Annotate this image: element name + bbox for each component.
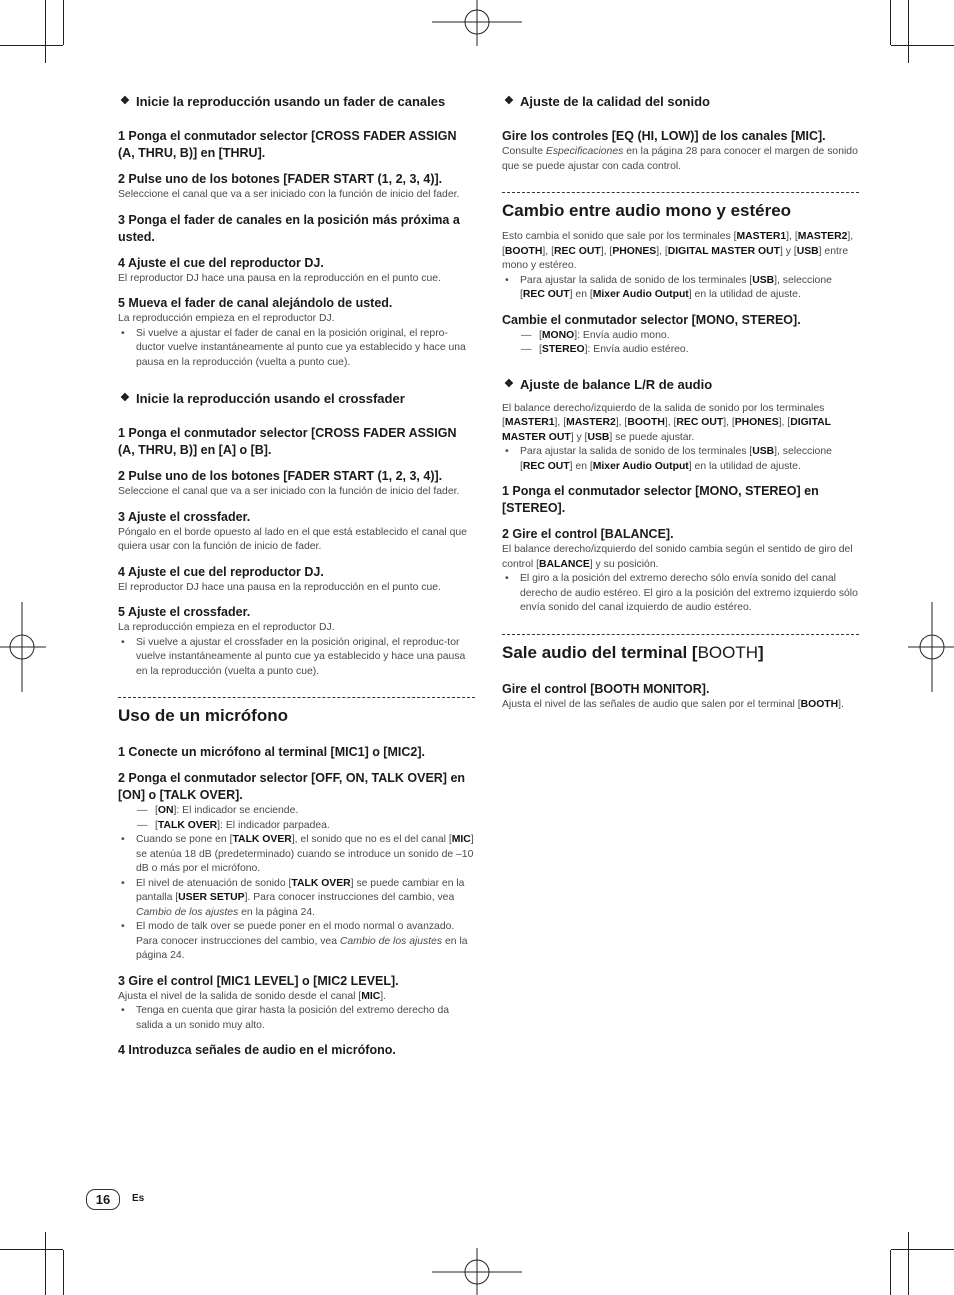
registration-mark <box>906 602 954 692</box>
paragraph: Esto cambia el sonido que sale por los terminales [MASTER1], [MASTER2], [BOOTH], [REC OUT], [PHONES], [DIGITAL MASTER OUT] y [USB] entre mono y estéreo. <box>502 231 854 271</box>
step-body: El reproductor DJ hace una pausa en la reproducción en el punto cue. <box>118 272 441 284</box>
dash-item: — [TALK OVER]: El indicador parpadea. <box>118 819 475 834</box>
step: 2 Ponga el conmutador selector [OFF, ON, TALK OVER] en [ON] o [TALK OVER]. <box>118 771 466 802</box>
registration-mark <box>0 602 48 692</box>
step-body: La reproducción empieza en el reproductor DJ. <box>118 313 335 324</box>
right-column <box>502 93 859 712</box>
registration-mark <box>432 1245 522 1295</box>
section-heading: Uso de un micrófono <box>118 706 288 725</box>
step: 4 Introduzca señales de audio en el micrófono. <box>118 1043 396 1057</box>
step: 2 Gire el control [BALANCE]. <box>502 527 674 541</box>
bullet-item: • Tenga en cuenta que girar hasta la posición del extremo derecho da salida a un sonido muy alto. <box>118 1004 475 1033</box>
bullet-item: • El giro a la posición del extremo derecho sólo envía sonido del canal derecho de audio estéreo. El giro a la posición del extremo izquierdo sólo envía sonido del canal izquierdo de audio estéreo. <box>502 572 859 616</box>
step-body: Seleccione el canal que va a ser iniciado con la función de inicio del fader. <box>118 189 460 200</box>
step-body: Ajusta el nivel de las señales de audio que salen por el terminal [BOOTH]. <box>502 698 844 710</box>
step-body: Póngalo en el borde opuesto al lado en el que está establecido el canal que quiera usar con la función de inicio de fader. <box>118 526 467 552</box>
bullet-item: • El nivel de atenuación de sonido [TALK OVER] se puede cambiar en la pantalla [USER SETUP]. Para conocer instrucciones del cambio, vea Cambio de los ajustes en la página 24. <box>118 877 475 921</box>
dash-item: — [STEREO]: Envía audio estéreo. <box>502 343 859 358</box>
step: 3 Ajuste el crossfader. <box>118 509 251 524</box>
bullet-item: • Si vuelve a ajustar el fader de canal en la posición original, el repro-ductor vuelve instantáneamente al punto cue ya establecido y hace una pausa en la reproducción (vuelta a punto cue). <box>118 327 475 371</box>
step-body: Seleccione el canal que va a ser iniciado con la función de inicio del fader. <box>118 486 460 497</box>
registration-mark <box>432 0 522 50</box>
step: 4 Ajuste el cue del reproductor DJ. <box>118 255 324 270</box>
step: 5 Ajuste el crossfader. <box>118 605 251 619</box>
step: 2 Pulse uno de los botones [FADER START (1, 2, 3, 4)]. <box>118 469 443 483</box>
step: Gire los controles [EQ (HI, LOW)] de los canales [MIC]. <box>502 129 826 143</box>
step-body: El reproductor DJ hace una pausa en la reproducción en el punto cue. <box>118 581 441 593</box>
step: 3 Gire el control [MIC1 LEVEL] o [MIC2 LEVEL]. <box>118 973 399 988</box>
section-title: ❖ Ajuste de balance L/R de audio <box>502 376 859 393</box>
section-heading: Sale audio del terminal [BOOTH] <box>502 642 764 662</box>
left-column <box>118 93 475 1059</box>
step: 1 Ponga el conmutador selector [MONO, STEREO] en [STEREO]. <box>502 484 819 515</box>
page-number: 16 <box>86 1189 120 1210</box>
bullet-item: • Para ajustar la salida de sonido de los terminales [USB], seleccione [REC OUT] en [Mixer Audio Output] en la utilidad de ajuste. <box>502 274 859 303</box>
step: 3 Ponga el fader de canales en la posición más próxima a usted. <box>118 212 460 244</box>
dash-item: — [MONO]: Envía audio mono. <box>502 329 859 344</box>
step: 5 Mueva el fader de canal alejándolo de usted. <box>118 296 393 310</box>
paragraph: El balance derecho/izquierdo de la salida de sonido por los terminales [MASTER1], [MASTER2], [BOOTH], [REC OUT], [PHONES], [DIGITAL MASTER OUT] y [USB] se puede ajustar. <box>502 402 831 443</box>
step: Cambie el conmutador selector [MONO, STEREO]. <box>502 312 801 327</box>
step: 1 Ponga el conmutador selector [CROSS FADER ASSIGN (A, THRU, B)] en [A] o [B]. <box>118 426 457 457</box>
step-body: Ajusta el nivel de la salida de sonido desde el canal [MIC]. <box>118 990 387 1002</box>
language-code: Es <box>132 1193 145 1204</box>
step: Gire el control [BOOTH MONITOR]. <box>502 681 710 696</box>
step-body: La reproducción empieza en el reproductor DJ. <box>118 622 335 633</box>
section-title: ❖ Inicie la reproducción usando el crossfader <box>118 390 475 407</box>
section-heading: Cambio entre audio mono y estéreo <box>502 201 792 220</box>
step: 2 Pulse uno de los botones [FADER START (1, 2, 3, 4)]. <box>118 172 443 186</box>
bullet-item: • Cuando se pone en [TALK OVER], el sonido que no es el del canal [MIC] se atenúa 18 dB (predeterminado) cuando se introduce un sonido de –10 dB o más por el micrófono. <box>118 833 475 877</box>
step-body: Consulte Especificaciones en la página 28 para conocer el margen de sonido que se puede ajustar con cada control. <box>502 146 858 172</box>
bullet-item: • Si vuelve a ajustar el crossfader en la posición original, el reproduc-tor vuelve instantáneamente al punto cue ya establecido y hace una pausa en la reproducción (vuelta a punto cue). <box>118 636 475 680</box>
step: 1 Conecte un micrófono al terminal [MIC1] o [MIC2]. <box>118 745 425 759</box>
bullet-item: • Para ajustar la salida de sonido de los terminales [USB], seleccione [REC OUT] en [Mixer Audio Output] en la utilidad de ajuste. <box>502 445 859 474</box>
step: 4 Ajuste el cue del reproductor DJ. <box>118 564 324 579</box>
step: 1 Ponga el conmutador selector [CROSS FADER ASSIGN (A, THRU, B)] en [THRU]. <box>118 129 457 160</box>
dash-item: — [ON]: El indicador se enciende. <box>118 804 475 819</box>
section-title: ❖ Inicie la reproducción usando un fader de canales <box>118 93 475 110</box>
bullet-item: • El modo de talk over se puede poner en el modo normal o avanzado. Para conocer instrucciones del cambio, vea Cambio de los ajustes en la página 24. <box>118 920 475 964</box>
section-title: ❖ Ajuste de la calidad del sonido <box>502 93 859 110</box>
step-body: El balance derecho/izquierdo del sonido cambia según el sentido de giro del control [BALANCE] y su posición. <box>502 544 853 570</box>
